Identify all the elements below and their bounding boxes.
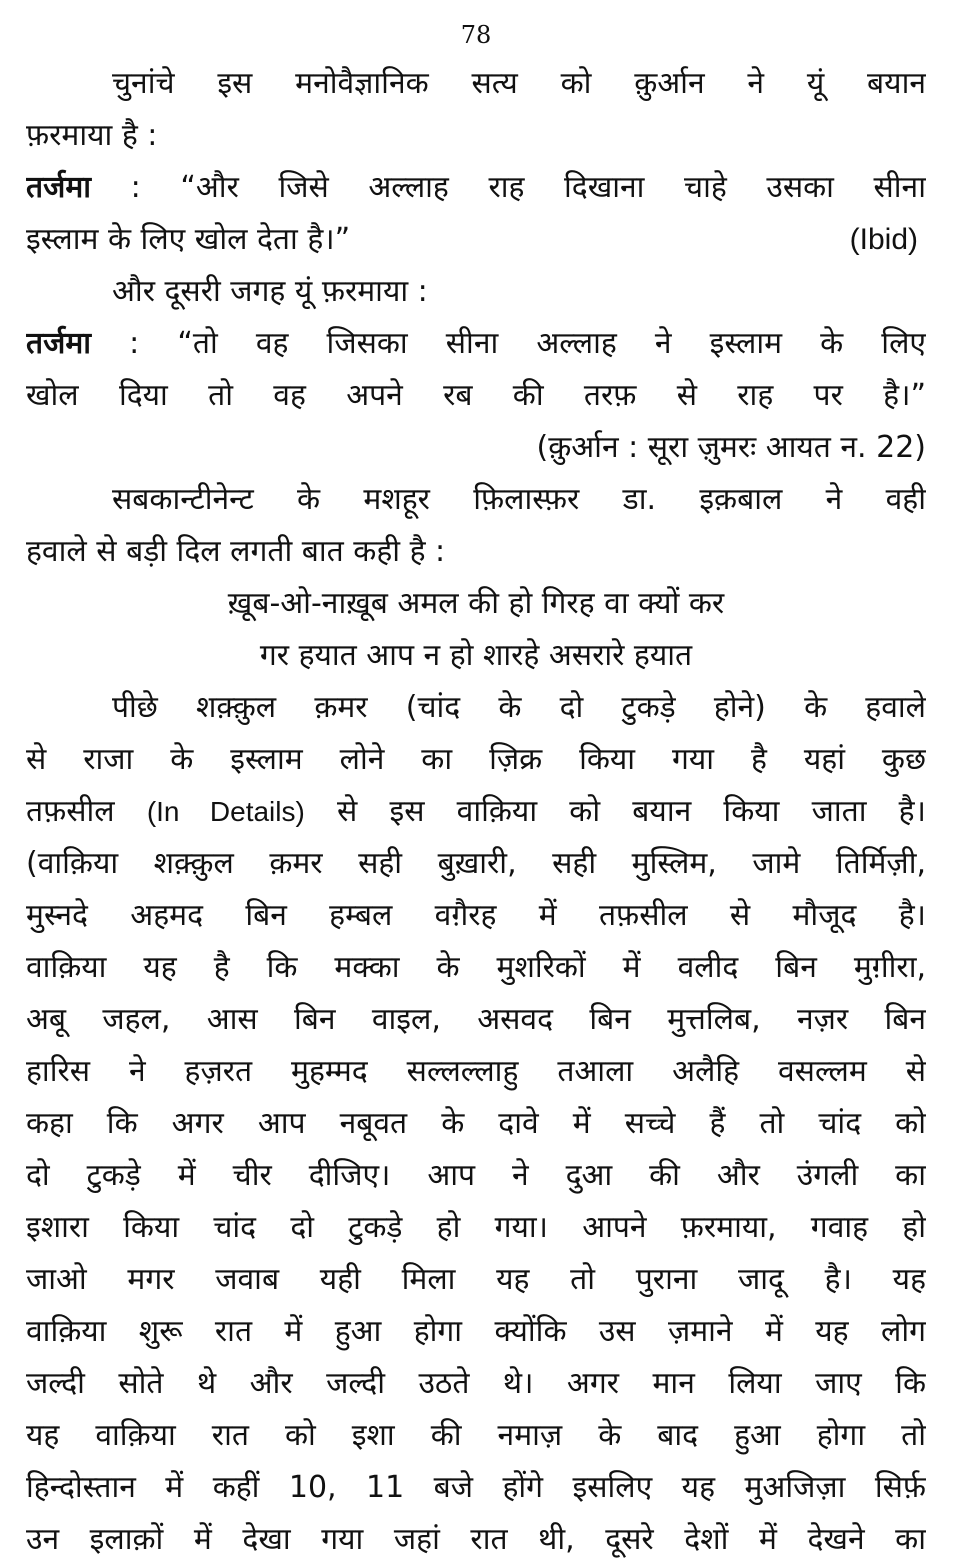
verse-line: गर हयात आप न हो शारहे असरारे हयात: [259, 638, 693, 673]
page-number: 78: [460, 21, 492, 49]
verse-line: ख़ूब-ओ-नाख़ूब अमल की हो गिरह वा क्यों कर: [227, 586, 725, 621]
translation-text: : “और जिसे अल्लाह राह दिखाना चाहे उसका सीना: [130, 170, 926, 205]
translation-label: तर्जमा: [26, 326, 92, 361]
text-line: कहा कि अगर आप नबूवत के दावे में सच्चे हैं तो चांद को: [26, 1106, 926, 1141]
text-segment: तफ़सील: [26, 794, 115, 829]
translation-line: [26, 162, 926, 214]
text-line: हिन्दोस्तान में कहीं 10, 11 बजे होंगे इसलिए यह मुअजिज़ा सिर्फ़: [26, 1470, 926, 1505]
text-line: इशारा किया चांद दो टुकड़े हो गया। आपने फ़रमाया, गवाह हो: [26, 1210, 926, 1245]
text-line: (वाक़िया शक़्क़ुल क़मर सही बुख़ारी, सही मुस्लिम, जामे तिर्मिज़ी,: [26, 846, 926, 881]
text-line: हारिस ने हज़रत मुहम्मद सल्लल्लाहु तआला अलैहि वसल्लम से: [26, 1054, 926, 1089]
text-line: उन इलाक़ों में देखा गया जहां रात थी, दूसरे देशों में देखने का: [26, 1522, 926, 1557]
text-line: वाक़िया शुरू रात में हुआ होगा क्योंकि उस ज़माने में यह लोग: [26, 1314, 926, 1349]
text-line: वाक़िया यह है कि मक्का के मुशरिकों में वलीद बिन मुग़ीरा,: [26, 950, 926, 985]
text-line-with-reference: [26, 214, 926, 266]
text-line: यह वाक़िया रात को इशा की नमाज़ के बाद हुआ होगा तो: [26, 1418, 926, 1453]
translation-label: तर्जमा: [26, 170, 92, 205]
text-segment: से इस वाक़िया को बयान किया जाता है।: [337, 794, 926, 829]
text-line: मुस्नदे अहमद बिन हम्बल वग़ैरह में तफ़सील से मौजूद है।: [26, 898, 926, 933]
text-line: और दूसरी जगह यूं फ़रमाया :: [112, 274, 428, 309]
text-line: सबकान्टीनेन्ट के मशहूर फ़िलास्फ़र डा. इक़बाल ने वही: [112, 482, 926, 517]
reference-ibid: (Ibid): [849, 223, 918, 256]
text-line: चुनांचे इस मनोवैज्ञानिक सत्य को क़ुर्आन ने यूं बयान: [112, 66, 926, 101]
text-line: फ़रमाया है :: [26, 118, 158, 153]
text-line: दो टुकड़े में चीर दीजिए। आप ने दुआ की और उंगली का: [26, 1158, 926, 1193]
text-line: [26, 786, 926, 838]
text-line: से राजा के इस्लाम लोने का ज़िक्र किया गया है यहां कुछ: [26, 742, 926, 777]
translation-text: : “तो वह जिसका सीना अल्लाह ने इस्लाम के लिए: [129, 326, 926, 361]
text-line: जाओ मगर जवाब यही मिला यह तो पुराना जादू है। यह: [26, 1262, 926, 1297]
text-line: इस्लाम के लिए खोल देता है।”: [26, 222, 351, 257]
text-line: पीछे शक़्क़ुल क़मर (चांद के दो टुकड़े होने) के हवाले: [112, 690, 926, 725]
text-line: जल्दी सोते थे और जल्दी उठते थे। अगर मान लिया जाए कि: [26, 1366, 926, 1401]
text-line: खोल दिया तो वह अपने रब की तरफ़ से राह पर है।”: [26, 378, 926, 413]
translation-line: [26, 318, 926, 370]
text-line: अबू जहल, आस बिन वाइल, असवद बिन मुत्तलिब, नज़र बिन: [26, 1002, 926, 1037]
quran-reference: (क़ुर्आन : सूरा ज़ुमरः आयत न. 22): [536, 430, 926, 465]
text-line: हवाले से बड़ी दिल लगती बात कही है :: [26, 534, 446, 569]
latin-term: (In Details): [146, 796, 305, 827]
